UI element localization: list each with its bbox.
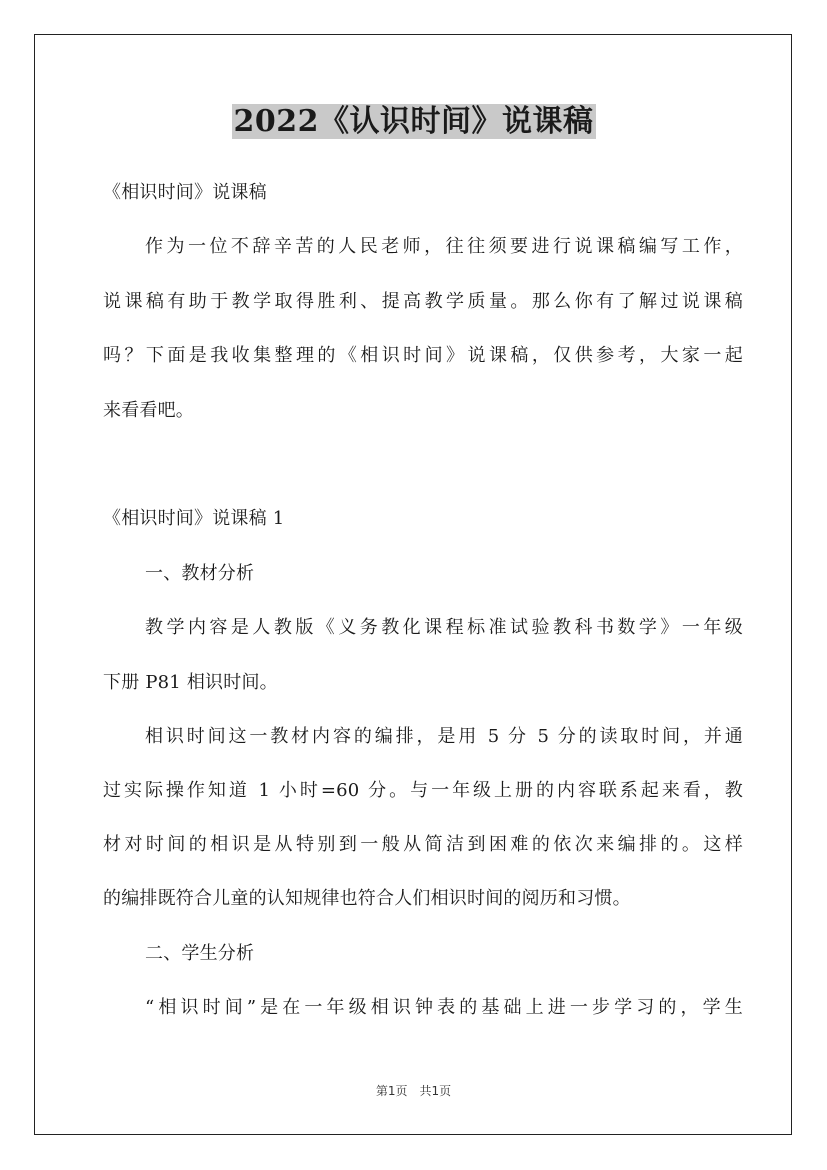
section2-p1-line-1: “相识时间”是在一年级相识钟表的基础上进一步学习的，学生 (145, 997, 743, 1018)
document-title (0, 100, 827, 144)
intro-line-3: 吗？下面是我收集整理的《相识时间》说课稿，仅供参考，大家一起 (103, 345, 743, 366)
section1-p1-line-2: 下册 P81 相识时间。 (103, 672, 278, 693)
section2-title: 二、学生分析 (145, 943, 255, 964)
intro-line-4: 来看看吧。 (103, 400, 194, 421)
section1-p2-line-3: 材对时间的相识是从特别到一般从简洁到困难的依次来编排的。这样 (103, 834, 743, 855)
section-heading: 《相识时间》说课稿 1 (103, 508, 285, 529)
page-footer: 第1页 共1页 (375, 1084, 452, 1098)
section1-p2-line-4: 的编排既符合儿童的认知规律也符合人们相识时间的阅历和习惯。 (103, 888, 631, 909)
section1-p2-line-2: 过实际操作知道 1 小时=60 分。与一年级上册的内容联系起来看，教 (103, 780, 743, 801)
intro-line-1: 作为一位不辞辛苦的人民老师，往往须要进行说课稿编写工作， (145, 236, 743, 257)
document-title-text: 2022《认识时间》说课稿 (233, 104, 594, 139)
intro-line-2: 说课稿有助于教学取得胜利、提高教学质量。那么你有了解过说课稿 (103, 291, 743, 312)
section1-title: 一、教材分析 (145, 563, 255, 584)
section1-p2-line-1: 相识时间这一教材内容的编排，是用 5 分 5 分的读取时间，并通 (145, 726, 743, 747)
subtitle-heading: 《相识时间》说课稿 (103, 182, 267, 203)
section1-p1-line-1: 教学内容是人教版《义务教化课程标准试验教科书数学》一年级 (145, 617, 743, 638)
